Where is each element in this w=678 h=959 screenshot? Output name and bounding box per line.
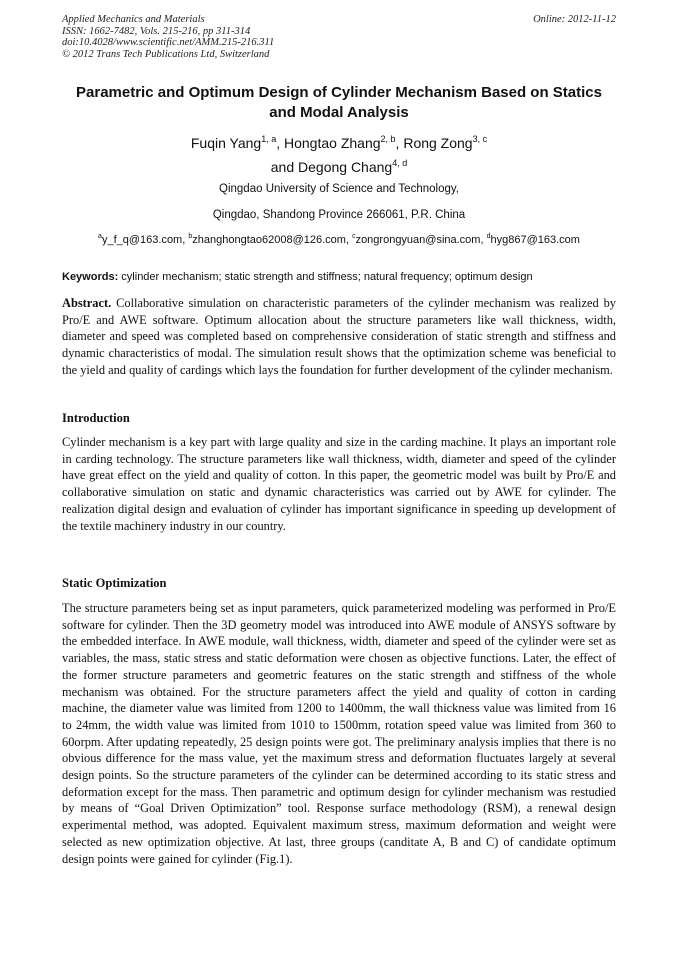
abstract-text: Collaborative simulation on characteristic parameters of the cylinder mechanism was realized by Pro/E and AWE software. Optimum allocation about the structure parameters like wall thickness, width, diameter and speed was completed based on comprehensive consideration of static strength and stiffness and dynamic characteristics of modal. The simulation result shows that the optimization scheme was beneficial to the yield and quality of cardings which lays the foundation for further development of the cylinder mechanism.: [62, 296, 616, 377]
static-optimization-paragraph: The structure parameters being set as input parameters, quick parameterized modeling was performed in Pro/E software for cylinder. Then the 3D geometry model was introduced into AWE module of ANSYS software by the embedded interface. In AWE module, wall thickness, width, diameter and speed of the cylinder were set as variables, the mass, static stress and static deformation were chosen as objective functions. Later, the effect of the former structure parameters and geometric features on the static strength and stiffness of the whole mechanism was obtained. For the structure parameters affect the yield and quality of cotton in carding machine, the diameter value was limited from 1200 to 1400mm, the wall thickness value was limited from 16 to 24mm, the width value was limited from 1010 to 1500mm, rotation speed value was limited from 360 to 60orpm. After updating repeatedly, 25 design points were got. The preliminary analysis implies that there is no obvious difference for the mass value, yet the maximum stress and deformation fluctuates largely at several design points. So the structure parameters of the cylinder can be determined according to its static stress and deformation except for the mass. Then parametric and optimum design for cylinder mechanism was restudied by means of “Goal Driven Optimization” tool. Response surface methodology (RSM), a renewal design experimental method, was adopted. Equivalent maximum stress, maximum deformation and weight were selected as new optimization objective. At last, three groups (canditate A, B and C) of candidate optimum design points were gained for cylinder (Fig.1).: [62, 601, 616, 866]
author: Fuqin Yang$^{1, a}$,: [190, 134, 284, 151]
journal-header: [62, 14, 616, 60]
affiliation-line-2: Qingdao, Shandong Province 266061, P.R. China: [212, 209, 466, 221]
section-heading-static-optimization: Static Optimization: [62, 576, 167, 590]
introduction-paragraph: Cylinder mechanism is a key part with large quality and size in the carding machine. It plays an important role in carding technology. The structure parameters like wall thickness, width, diameter and speed of the cylinder have great effect on the yield and quality of cotton. In this paper, the geometric model was built by Pro/E and collaborative simulation on static and dynamic characteristics was carried out by AWE for cylinder. The realization digital design and evaluation of cylinder has important significance in speeding up development of the textile machinery industry in our country.: [62, 435, 616, 533]
abstract: [62, 295, 616, 379]
copyright: © 2012 Trans Tech Publications Ltd, Switzerland: [62, 48, 270, 60]
email-list: $^a$y_f_q@163.com, $^b$zhanghongtao62008@126.com, $^c$zongrongyuan@sina.com, $^d$hyg867@163.com: [98, 233, 580, 246]
email[interactable]: $^a$y_f_q@163.com: [98, 233, 183, 246]
author: and Degong Chang$^{4, d}$: [270, 158, 408, 175]
author: Rong Zong$^{3, c}$: [403, 134, 488, 151]
abstract-label: Abstract.: [62, 296, 112, 310]
section-heading-introduction: Introduction: [62, 411, 130, 425]
email[interactable]: $^c$zongrongyuan@sina.com: [352, 233, 481, 246]
journal-name: Applied Mechanics and Materials: [62, 14, 205, 25]
email[interactable]: $^b$zhanghongtao62008@126.com: [188, 233, 346, 246]
paper-title: Parametric and Optimum Design of Cylinder Mechanism Based on Statics and Modal Analysis: [76, 84, 602, 121]
online-date: Online: 2012-11-12: [533, 14, 616, 25]
keywords-label: Keywords:: [62, 271, 119, 283]
email[interactable]: $^d$hyg867@163.com: [486, 233, 580, 246]
keywords-text: cylinder mechanism; static strength and stiffness; natural frequency; optimum design: [118, 271, 533, 283]
author: Hongtao Zhang$^{2, b}$,: [284, 134, 404, 151]
author-list: [62, 131, 616, 179]
keywords: [62, 271, 616, 283]
doi: doi:10.4028/www.scientific.net/AMM.215-216.311: [62, 37, 275, 48]
affiliation-line-1: Qingdao University of Science and Technology,: [219, 183, 459, 195]
issn: ISSN: 1662-7482, Vols. 215-216, pp 311-314: [62, 25, 251, 37]
